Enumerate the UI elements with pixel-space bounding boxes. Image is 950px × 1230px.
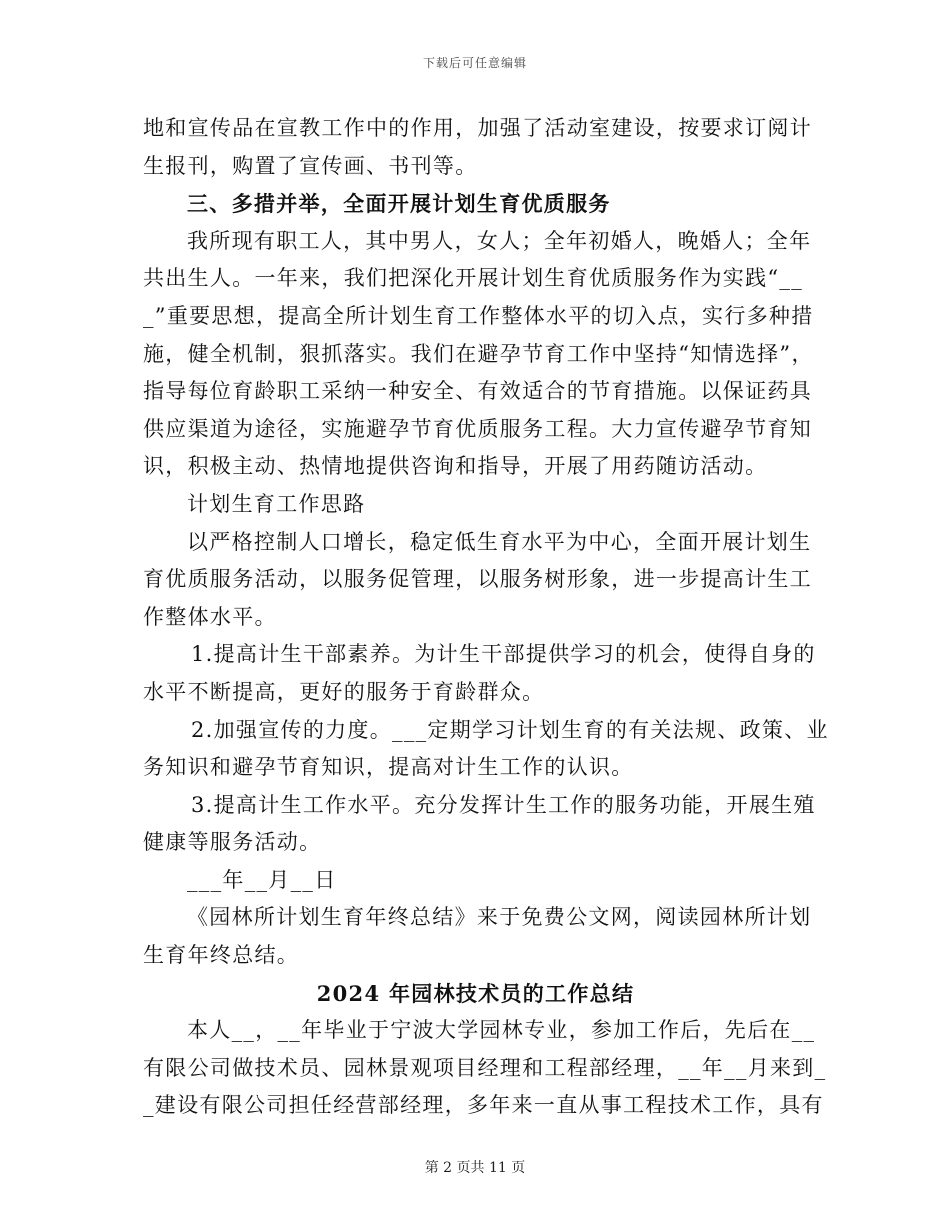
list-item-line: 1.提高计生干部素养。为计生干部提供学习的机会，使得自身的 bbox=[191, 642, 816, 667]
paragraph-line: 有限公司做技术员、园林景观项目经理和工程部经理，__年__月来到_ bbox=[143, 1055, 827, 1080]
paragraph-line: 作整体水平。 bbox=[143, 604, 277, 629]
section-heading: 三、多措并举，全面开展计划生育优质服务 bbox=[187, 191, 611, 217]
paragraph-line: 《园林所计划生育年终总结》来于免费公文网，阅读园林所计划 bbox=[187, 905, 812, 930]
paragraph-line: 健康等服务活动。 bbox=[143, 830, 322, 855]
paragraph-line: 指导每位育龄职工采纳一种安全、有效适合的节育措施。以保证药具 bbox=[143, 379, 812, 404]
paragraph-line: 务知识和避孕节育知识，提高对计生工作的认识。 bbox=[143, 755, 634, 780]
paragraph-line: 生育年终总结。 bbox=[143, 943, 300, 968]
paragraph-line: 本人__，__年毕业于宁波大学园林专业，参加工作后，先后在__ bbox=[187, 1018, 816, 1043]
page-header: 下载后可任意编辑 bbox=[422, 56, 527, 70]
paragraph-line: 我所现有职工人，其中男人，女人；全年初婚人，晚婚人；全年 bbox=[187, 228, 812, 253]
paragraph-line: _”重要思想，提高全所计划生育工作整体水平的切入点，实行多种措 bbox=[143, 303, 814, 328]
paragraph-line: 水平不断提高，更好的服务于育龄群众。 bbox=[143, 679, 545, 704]
paragraph-line: 施，健全机制，狠抓落实。我们在避孕节育工作中坚持“知情选择”， bbox=[143, 341, 814, 366]
date-line: ___年__月__日 bbox=[187, 867, 337, 892]
paragraph-line: 地和宣传品在宣教工作中的作用，加强了活动室建设，按要求订阅计 bbox=[143, 116, 812, 140]
list-item-line: 2.加强宣传的力度。___定期学习计划生育的有关法规、政策、业 bbox=[191, 717, 829, 742]
document-body bbox=[143, 110, 829, 1125]
paragraph-line: 共出生人。一年来，我们把深化开展计划生育优质服务作为实践“__ bbox=[143, 266, 804, 291]
paragraph-line: 生报刊，购置了宣传画、书刊等。 bbox=[143, 153, 478, 178]
paragraph-line: 识，积极主动、热情地提供咨询和指导，开展了用药随访活动。 bbox=[143, 454, 768, 479]
paragraph-line: 育优质服务活动，以服务促管理，以服务树形象，进一步提高计生工 bbox=[143, 567, 812, 592]
article-title: 2024 年园林技术员的工作总结 bbox=[316, 980, 635, 1006]
page-footer: 第 2 页共 11 页 bbox=[424, 1160, 526, 1176]
paragraph-line: _建设有限公司担任经营部经理，多年来一直从事工程技术工作，具有 bbox=[143, 1093, 824, 1118]
paragraph-line: 供应渠道为途径，实施避孕节育优质服务工程。大力宣传避孕节育知 bbox=[143, 416, 812, 441]
paragraph-line: 以严格控制人口增长，稳定低生育水平为中心，全面开展计划生 bbox=[187, 529, 812, 554]
list-item-line: 3.提高计生工作水平。充分发挥计生工作的服务功能，开展生殖 bbox=[191, 792, 816, 817]
subsection-title: 计划生育工作思路 bbox=[187, 491, 366, 516]
